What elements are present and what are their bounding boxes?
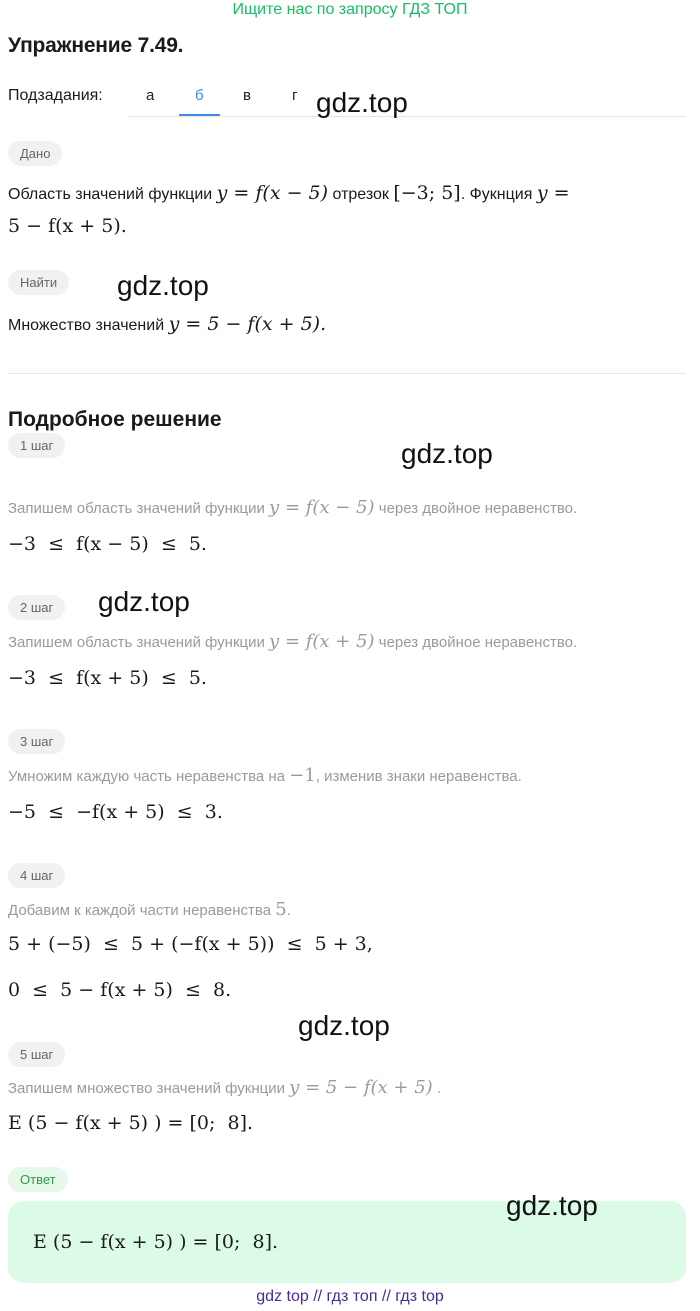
page-title: Упражнение 7.49. [8,34,184,57]
answer-text: E (5 − f(x + 5) ) = [0; 8]. [33,1231,279,1253]
solution-heading: Подробное решение [8,408,222,431]
watermark: gdz.top [506,1190,598,1221]
step-1-line-1: −3 ≤ f(x − 5) ≤ 5. [8,533,207,555]
step-1-text-after: через двойное неравенство. [378,500,578,517]
tab-b[interactable]: б [195,87,204,104]
find-badge: Найти [8,270,69,295]
find-text [8,313,326,335]
step-2-text [8,631,577,652]
footer-links[interactable]: gdz top // гдз топ // гдз top [256,1288,444,1305]
find-eq: y = 5 − f(x + 5). [168,313,327,335]
step-5-text-after: . [436,1080,442,1097]
tab-g[interactable]: г [292,87,298,104]
step-4-math: 5 [275,899,287,920]
step-2-math: y = f(x + 5) [269,631,375,652]
given-text-2: отрезок [332,186,389,203]
step-3-text [8,765,522,786]
step-4-text-before: Добавим к каждой части неравенства [8,902,272,919]
given-eq-2: y = [536,182,570,204]
watermark: gdz.top [98,586,190,617]
active-tab-indicator [179,114,220,116]
step-2-badge: 2 шаг [8,595,65,620]
tab-v[interactable]: в [243,87,251,104]
step-4-line-1: 5 + (−5) ≤ 5 + (−f(x + 5)) ≤ 5 + 3, [8,933,373,955]
step-4-line-2: 0 ≤ 5 − f(x + 5) ≤ 8. [8,979,232,1001]
watermark: gdz.top [117,270,209,301]
step-4-text-after: . [286,902,291,919]
step-5-text [8,1077,441,1098]
subtasks-label: Подзадания: [8,87,103,104]
step-3-line-1: −5 ≤ −f(x + 5) ≤ 3. [8,801,223,823]
step-2-line-1: −3 ≤ f(x + 5) ≤ 5. [8,667,207,689]
given-eq-1: y = f(x − 5) [216,182,329,204]
step-3-text-after: , изменив знаки неравенства. [315,768,522,785]
given-text-3: . Фукнция [460,186,533,203]
watermark: gdz.top [401,438,493,469]
section-divider [8,373,686,374]
step-1-text-before: Запишем область значений функции [8,500,265,517]
step-5-text-before: Запишем множество значений фукнции [8,1080,285,1097]
given-text-1: Область значений функции [8,186,213,203]
step-2-text-before: Запишем область значений функции [8,634,265,651]
given-line-2: 5 − f(x + 5). [8,215,127,237]
step-3-math: −1 [289,765,316,786]
step-1-badge: 1 шаг [8,433,65,458]
step-2-text-after: через двойное неравенство. [378,634,578,651]
step-4-badge: 4 шаг [8,863,65,888]
step-4-text [8,899,291,920]
given-segment: [−3; 5] [393,182,461,204]
step-1-text [8,497,577,518]
step-5-math: y = 5 − f(x + 5) [289,1077,433,1098]
watermark: gdz.top [316,87,408,118]
watermark: gdz.top [298,1010,390,1041]
top-banner: Ищите нас по запросу ГДЗ ТОП [232,1,468,18]
find-text-label: Множество значений [8,317,165,334]
step-3-badge: 3 шаг [8,729,65,754]
step-5-badge: 5 шаг [8,1042,65,1067]
tab-a[interactable]: а [146,87,155,104]
given-text [8,182,570,204]
answer-badge: Ответ [8,1167,68,1192]
step-5-line-1: E (5 − f(x + 5) ) = [0; 8]. [8,1112,254,1134]
given-badge: Дано [8,141,62,166]
step-1-math: y = f(x − 5) [269,497,375,518]
step-3-text-before: Умножим каждую часть неравенства на [8,768,286,785]
